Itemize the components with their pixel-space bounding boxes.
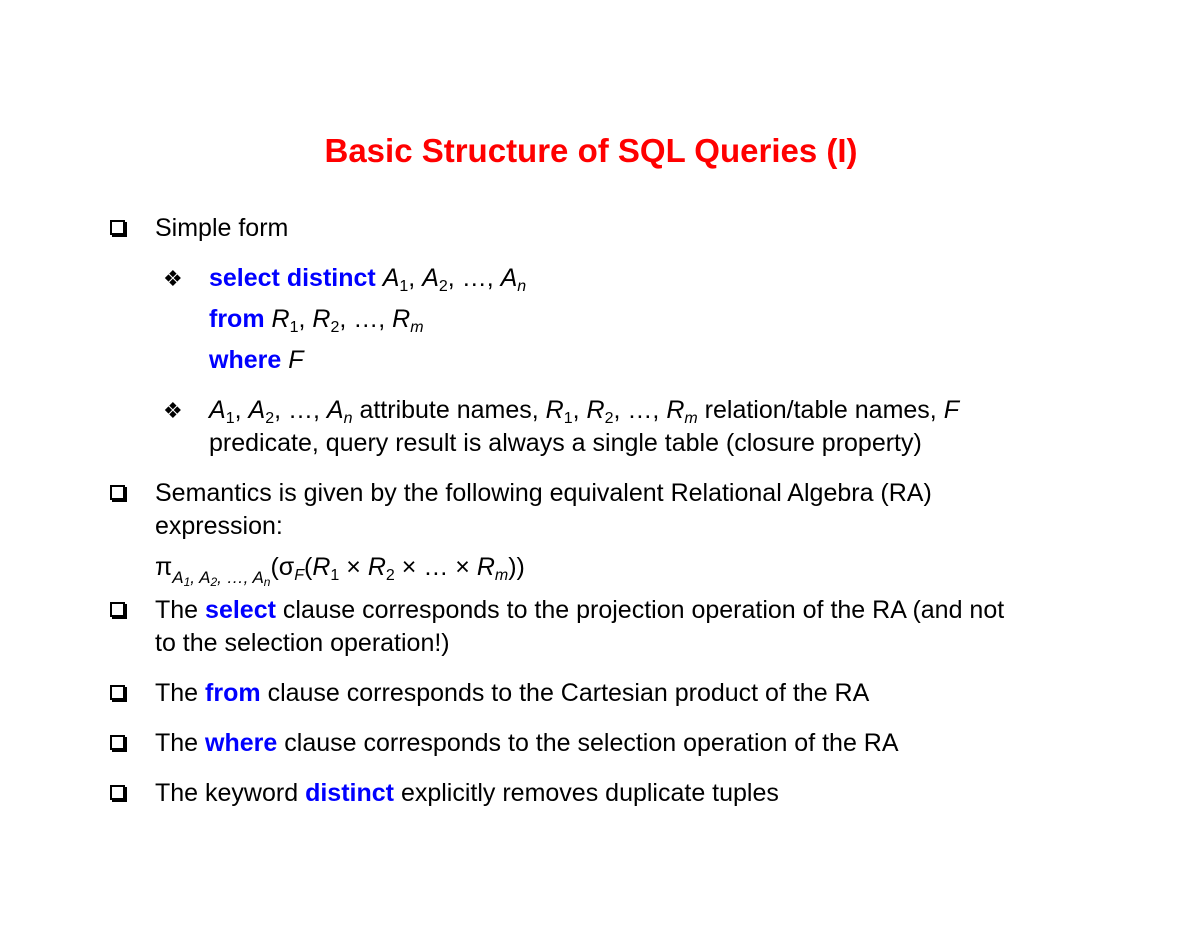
checkbox-bullet-icon	[110, 220, 125, 235]
bullet-distinct-keyword: The keyword distinct explicitly removes duplicate tuples	[108, 777, 1108, 810]
ra-expression: $\pi_{A_1, A_2, \dots, A_n}(\sigma_F(R_1 \times R_2$ × … × $R_m$))	[155, 553, 525, 589]
slide-content	[108, 212, 1108, 810]
diamond-bullet-icon: ❖	[163, 266, 183, 291]
checkbox-bullet-icon	[110, 485, 125, 500]
sub-bullet-explanation: ❖ $A_1$, $A_2$, …, $A_n$ attribute names, $R_1$, $R_2$, …, $R_m$ relation/table names, F predicate, query result is always a single table (closure property)	[163, 396, 959, 457]
sub-bullet-sql-form	[108, 262, 1108, 377]
bullet-from-clause: The from clause corresponds to the Cartesian product of the RA	[108, 677, 1108, 710]
where-line: where F	[209, 346, 304, 374]
page-title: Basic Structure of SQL Queries (I)	[324, 132, 858, 169]
checkbox-bullet-icon	[110, 685, 125, 700]
bullet-semantics: Semantics is given by the following equivalent Relational Algebra (RA) expression: $\pi_{A_1, A_2, \dots, A_n}(\sigma_F(R_1 \times R_2$ × … × $R_m$))	[108, 477, 1108, 584]
from-line: from $R_1$, $R_2$, …, $R_m$	[209, 305, 424, 336]
diamond-bullet-icon: ❖	[163, 398, 183, 423]
bullet-select-clause: The select clause corresponds to the projection operation of the RA (and not to the selection operation!)	[108, 594, 1108, 660]
bullet-where-clause: The where clause corresponds to the selection operation of the RA	[108, 727, 1108, 760]
checkbox-bullet-icon	[110, 602, 125, 617]
select-line: select distinct $A_1$, $A_2$, …, $A_n$	[209, 264, 527, 295]
checkbox-bullet-icon	[110, 735, 125, 750]
bullet-simple-form: Simple form	[108, 212, 1108, 245]
checkbox-bullet-icon	[110, 785, 125, 800]
